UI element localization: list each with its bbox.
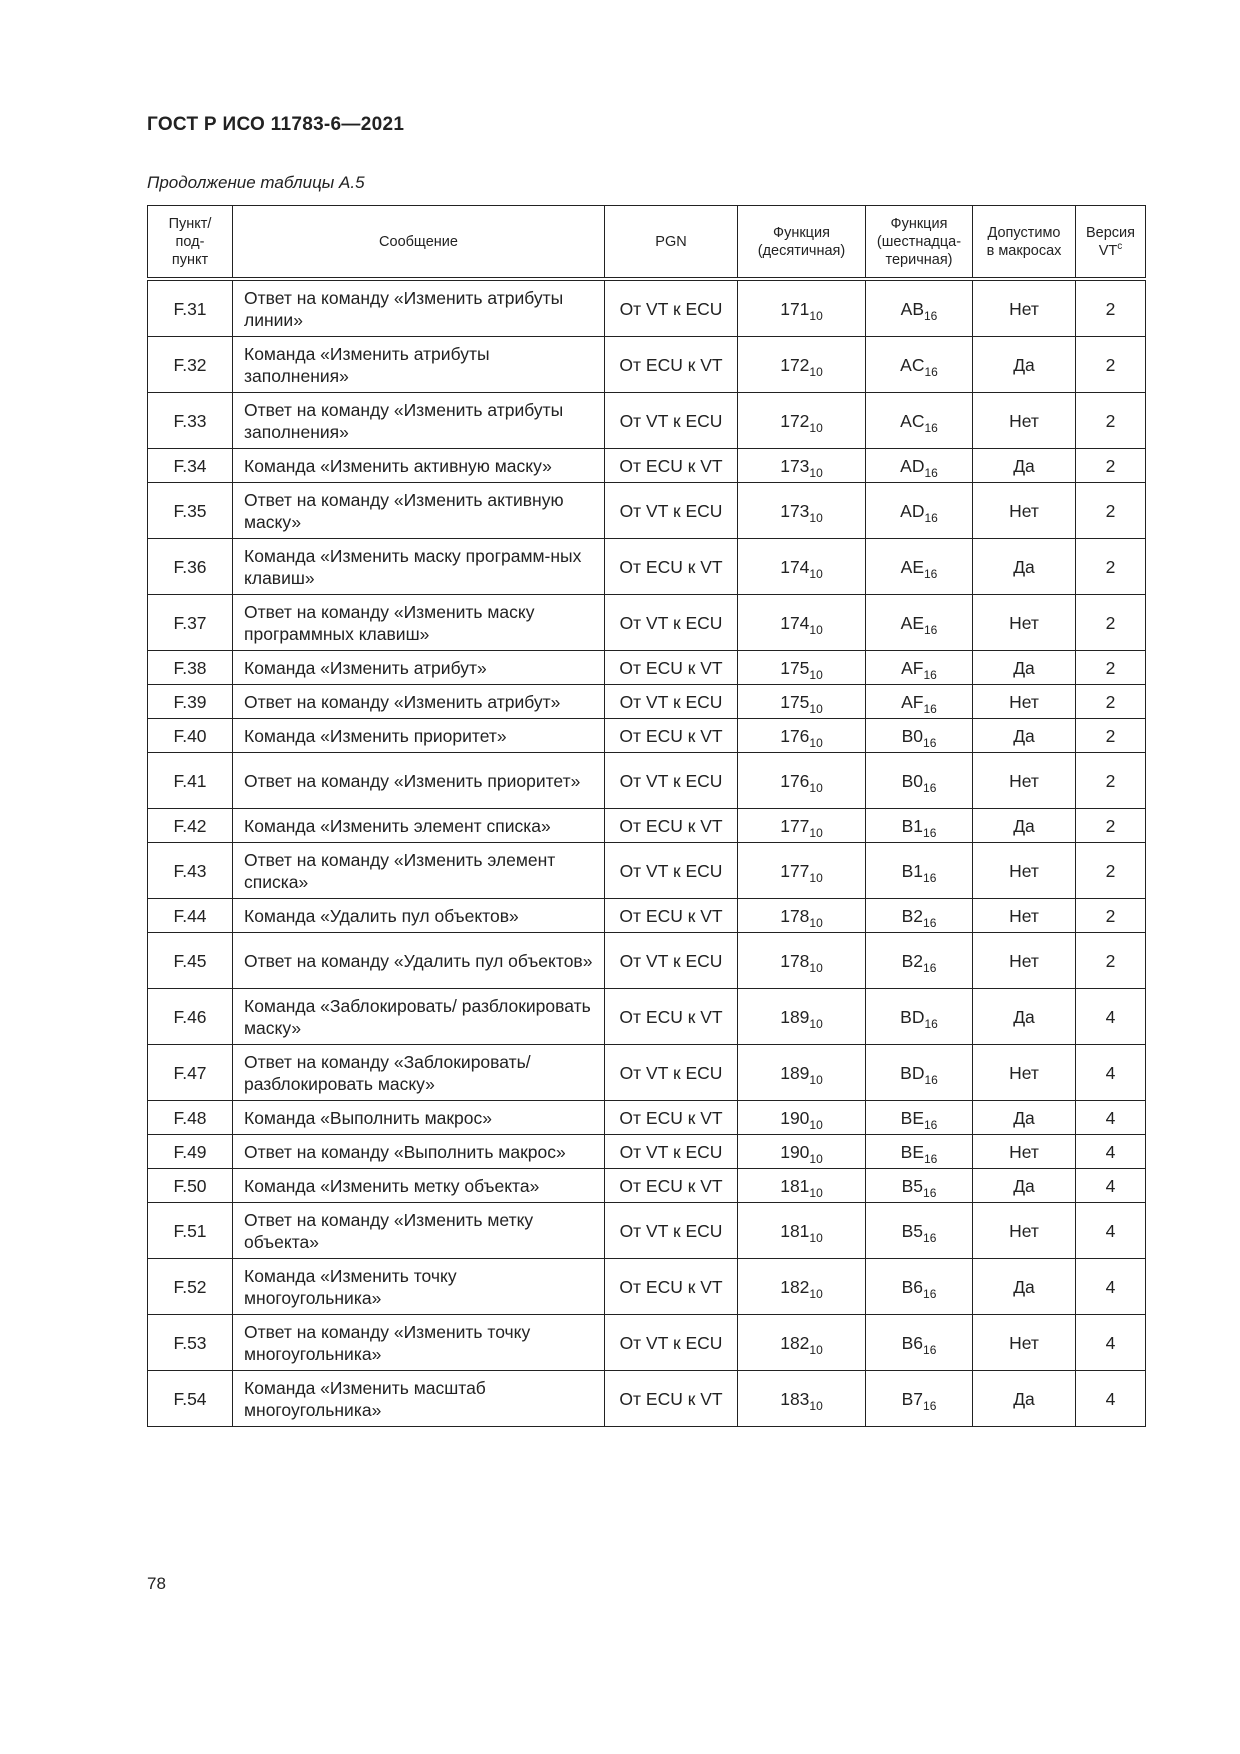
cell-version: 2 — [1076, 595, 1146, 651]
cell-dec: $175_{10}$ — [738, 685, 866, 719]
cell-item: F.31 — [148, 279, 233, 337]
cell-macro: Нет — [973, 483, 1076, 539]
cell-hex: $AD_{16}$ — [866, 483, 973, 539]
cell-dec: $189_{10}$ — [738, 1045, 866, 1101]
table-header-row — [148, 206, 1146, 280]
col-header-pgn: PGN — [605, 206, 738, 280]
cell-pgn: От ECU к VT — [605, 449, 738, 483]
cell-dec: $182_{10}$ — [738, 1259, 866, 1315]
cell-pgn: От VT к ECU — [605, 685, 738, 719]
table-row — [148, 1135, 1146, 1169]
cell-item: F.33 — [148, 393, 233, 449]
table-row — [148, 651, 1146, 685]
cell-message: Ответ на команду «Выполнить макрос» — [233, 1135, 605, 1169]
cell-hex: $AB_{16}$ — [866, 279, 973, 337]
cell-dec: $189_{10}$ — [738, 989, 866, 1045]
cell-hex: $BE_{16}$ — [866, 1135, 973, 1169]
functions-table — [147, 205, 1146, 1427]
cell-version: 2 — [1076, 393, 1146, 449]
table-row — [148, 449, 1146, 483]
cell-macro: Нет — [973, 933, 1076, 989]
cell-dec: $174_{10}$ — [738, 595, 866, 651]
table-row — [148, 719, 1146, 753]
cell-macro: Нет — [973, 843, 1076, 899]
col-header-item: Пункт/ под- пункт — [148, 206, 233, 280]
cell-version: 2 — [1076, 899, 1146, 933]
cell-dec: $190_{10}$ — [738, 1101, 866, 1135]
cell-macro: Да — [973, 1101, 1076, 1135]
cell-message: Команда «Изменить масштаб многоугольника» — [233, 1371, 605, 1427]
cell-item: F.38 — [148, 651, 233, 685]
col-header-hex: Функция (шестнадца- теричная) — [866, 206, 973, 280]
cell-pgn: От ECU к VT — [605, 719, 738, 753]
cell-version: 4 — [1076, 1135, 1146, 1169]
cell-dec: $176_{10}$ — [738, 719, 866, 753]
cell-message: Команда «Изменить элемент списка» — [233, 809, 605, 843]
col-header-version: Версия $VT^c$ — [1076, 206, 1146, 280]
cell-hex: $BD_{16}$ — [866, 1045, 973, 1101]
table-row — [148, 1045, 1146, 1101]
cell-pgn: От ECU к VT — [605, 337, 738, 393]
table-row — [148, 337, 1146, 393]
table-row — [148, 1101, 1146, 1135]
cell-pgn: От ECU к VT — [605, 1169, 738, 1203]
cell-message: Команда «Выполнить макрос» — [233, 1101, 605, 1135]
cell-pgn: От VT к ECU — [605, 1135, 738, 1169]
table-row — [148, 1371, 1146, 1427]
cell-pgn: От VT к ECU — [605, 1045, 738, 1101]
cell-message: Команда «Изменить атрибуты заполнения» — [233, 337, 605, 393]
cell-item: F.45 — [148, 933, 233, 989]
cell-hex: $BD_{16}$ — [866, 989, 973, 1045]
cell-pgn: От ECU к VT — [605, 539, 738, 595]
cell-version: 4 — [1076, 1045, 1146, 1101]
cell-message: Ответ на команду «Изменить элемент списка» — [233, 843, 605, 899]
cell-message: Команда «Изменить точку многоугольника» — [233, 1259, 605, 1315]
cell-pgn: От VT к ECU — [605, 595, 738, 651]
cell-macro: Да — [973, 651, 1076, 685]
table-row — [148, 539, 1146, 595]
cell-hex: $B6_{16}$ — [866, 1259, 973, 1315]
cell-version: 2 — [1076, 719, 1146, 753]
cell-pgn: От ECU к VT — [605, 651, 738, 685]
cell-item: F.48 — [148, 1101, 233, 1135]
table-row — [148, 1315, 1146, 1371]
cell-hex: $B2_{16}$ — [866, 933, 973, 989]
cell-hex: $AF_{16}$ — [866, 685, 973, 719]
cell-dec: $176_{10}$ — [738, 753, 866, 809]
table-row — [148, 843, 1146, 899]
cell-dec: $173_{10}$ — [738, 449, 866, 483]
cell-pgn: От VT к ECU — [605, 1203, 738, 1259]
table-row — [148, 1259, 1146, 1315]
cell-version: 2 — [1076, 809, 1146, 843]
cell-version: 2 — [1076, 843, 1146, 899]
cell-hex: $B1_{16}$ — [866, 843, 973, 899]
cell-version: 4 — [1076, 1371, 1146, 1427]
cell-dec: $172_{10}$ — [738, 337, 866, 393]
table-body — [148, 279, 1146, 1427]
table-row — [148, 1203, 1146, 1259]
cell-item: F.47 — [148, 1045, 233, 1101]
cell-hex: $BE_{16}$ — [866, 1101, 973, 1135]
cell-item: F.43 — [148, 843, 233, 899]
cell-pgn: От ECU к VT — [605, 1101, 738, 1135]
cell-macro: Да — [973, 1371, 1076, 1427]
cell-version: 4 — [1076, 1101, 1146, 1135]
cell-version: 4 — [1076, 1169, 1146, 1203]
cell-message: Команда «Изменить активную маску» — [233, 449, 605, 483]
table-caption: Продолжение таблицы А.5 — [147, 173, 365, 192]
cell-pgn: От VT к ECU — [605, 843, 738, 899]
cell-dec: $183_{10}$ — [738, 1371, 866, 1427]
cell-macro: Нет — [973, 685, 1076, 719]
cell-macro: Нет — [973, 1045, 1076, 1101]
cell-dec: $177_{10}$ — [738, 809, 866, 843]
cell-pgn: От VT к ECU — [605, 753, 738, 809]
cell-message: Ответ на команду «Удалить пул объектов» — [233, 933, 605, 989]
cell-macro: Нет — [973, 393, 1076, 449]
page-number: 78 — [147, 1574, 166, 1593]
table-row — [148, 753, 1146, 809]
table-row — [148, 279, 1146, 337]
cell-hex: $B1_{16}$ — [866, 809, 973, 843]
cell-version: 2 — [1076, 449, 1146, 483]
col-header-macro: Допустимо в макросах — [973, 206, 1076, 280]
cell-version: 2 — [1076, 539, 1146, 595]
cell-message: Команда «Удалить пул объектов» — [233, 899, 605, 933]
cell-macro: Нет — [973, 753, 1076, 809]
cell-hex: $AF_{16}$ — [866, 651, 973, 685]
cell-dec: $181_{10}$ — [738, 1169, 866, 1203]
cell-item: F.52 — [148, 1259, 233, 1315]
cell-item: F.40 — [148, 719, 233, 753]
cell-dec: $178_{10}$ — [738, 899, 866, 933]
cell-version: 2 — [1076, 483, 1146, 539]
table-row — [148, 989, 1146, 1045]
cell-version: 2 — [1076, 651, 1146, 685]
cell-macro: Нет — [973, 279, 1076, 337]
cell-macro: Нет — [973, 1203, 1076, 1259]
cell-pgn: От VT к ECU — [605, 279, 738, 337]
cell-dec: $190_{10}$ — [738, 1135, 866, 1169]
table-row — [148, 595, 1146, 651]
cell-macro: Нет — [973, 1315, 1076, 1371]
cell-item: F.41 — [148, 753, 233, 809]
cell-message: Команда «Изменить приоритет» — [233, 719, 605, 753]
cell-hex: $AE_{16}$ — [866, 595, 973, 651]
cell-dec: $171_{10}$ — [738, 279, 866, 337]
cell-version: 4 — [1076, 1259, 1146, 1315]
cell-macro: Да — [973, 809, 1076, 843]
cell-pgn: От ECU к VT — [605, 809, 738, 843]
cell-hex: $AE_{16}$ — [866, 539, 973, 595]
cell-item: F.36 — [148, 539, 233, 595]
cell-message: Ответ на команду «Изменить атрибуты заполнения» — [233, 393, 605, 449]
cell-hex: $B2_{16}$ — [866, 899, 973, 933]
cell-version: 2 — [1076, 753, 1146, 809]
col-header-message: Сообщение — [233, 206, 605, 280]
cell-macro: Нет — [973, 1135, 1076, 1169]
cell-pgn: От VT к ECU — [605, 1315, 738, 1371]
table-row — [148, 1169, 1146, 1203]
cell-message: Ответ на команду «Изменить маску программных клавиш» — [233, 595, 605, 651]
cell-item: F.49 — [148, 1135, 233, 1169]
cell-macro: Да — [973, 539, 1076, 595]
cell-message: Ответ на команду «Изменить приоритет» — [233, 753, 605, 809]
cell-dec: $175_{10}$ — [738, 651, 866, 685]
document-title: ГОСТ Р ИСО 11783-6—2021 — [147, 114, 405, 135]
cell-item: F.39 — [148, 685, 233, 719]
cell-dec: $181_{10}$ — [738, 1203, 866, 1259]
cell-item: F.54 — [148, 1371, 233, 1427]
cell-pgn: От VT к ECU — [605, 933, 738, 989]
cell-message: Ответ на команду «Изменить точку многоугольника» — [233, 1315, 605, 1371]
cell-item: F.34 — [148, 449, 233, 483]
cell-dec: $174_{10}$ — [738, 539, 866, 595]
table-row — [148, 393, 1146, 449]
cell-version: 4 — [1076, 1203, 1146, 1259]
cell-pgn: От ECU к VT — [605, 1371, 738, 1427]
table-row — [148, 809, 1146, 843]
cell-message: Команда «Изменить метку объекта» — [233, 1169, 605, 1203]
cell-macro: Да — [973, 337, 1076, 393]
cell-version: 2 — [1076, 685, 1146, 719]
table-row — [148, 933, 1146, 989]
cell-item: F.42 — [148, 809, 233, 843]
cell-hex: $B7_{16}$ — [866, 1371, 973, 1427]
table-row — [148, 685, 1146, 719]
cell-hex: $B5_{16}$ — [866, 1169, 973, 1203]
cell-macro: Нет — [973, 595, 1076, 651]
cell-macro: Да — [973, 449, 1076, 483]
cell-macro: Да — [973, 989, 1076, 1045]
cell-version: 2 — [1076, 337, 1146, 393]
cell-macro: Нет — [973, 899, 1076, 933]
cell-pgn: От ECU к VT — [605, 989, 738, 1045]
cell-dec: $173_{10}$ — [738, 483, 866, 539]
cell-message: Ответ на команду «Заблокировать/ разблокировать маску» — [233, 1045, 605, 1101]
cell-hex: $B0_{16}$ — [866, 753, 973, 809]
cell-hex: $AC_{16}$ — [866, 393, 973, 449]
cell-message: Команда «Заблокировать/ разблокировать маску» — [233, 989, 605, 1045]
cell-dec: $178_{10}$ — [738, 933, 866, 989]
cell-message: Ответ на команду «Изменить атрибут» — [233, 685, 605, 719]
cell-pgn: От VT к ECU — [605, 483, 738, 539]
cell-dec: $182_{10}$ — [738, 1315, 866, 1371]
cell-hex: $B0_{16}$ — [866, 719, 973, 753]
cell-hex: $B6_{16}$ — [866, 1315, 973, 1371]
table-row — [148, 899, 1146, 933]
cell-item: F.53 — [148, 1315, 233, 1371]
cell-dec: $177_{10}$ — [738, 843, 866, 899]
table-row — [148, 483, 1146, 539]
cell-item: F.51 — [148, 1203, 233, 1259]
cell-hex: $AC_{16}$ — [866, 337, 973, 393]
cell-message: Команда «Изменить маску программ-ных клавиш» — [233, 539, 605, 595]
cell-version: 4 — [1076, 1315, 1146, 1371]
cell-message: Ответ на команду «Изменить активную маску» — [233, 483, 605, 539]
cell-macro: Да — [973, 719, 1076, 753]
cell-macro: Да — [973, 1169, 1076, 1203]
cell-version: 4 — [1076, 989, 1146, 1045]
cell-hex: $B5_{16}$ — [866, 1203, 973, 1259]
cell-pgn: От VT к ECU — [605, 393, 738, 449]
cell-item: F.37 — [148, 595, 233, 651]
cell-item: F.44 — [148, 899, 233, 933]
cell-item: F.46 — [148, 989, 233, 1045]
footnote-marker: c — [1117, 240, 1123, 252]
cell-version: 2 — [1076, 279, 1146, 337]
cell-macro: Да — [973, 1259, 1076, 1315]
col-header-dec: Функция (десятичная) — [738, 206, 866, 280]
cell-item: F.35 — [148, 483, 233, 539]
cell-pgn: От ECU к VT — [605, 899, 738, 933]
cell-message: Ответ на команду «Изменить атрибуты линии» — [233, 279, 605, 337]
cell-dec: $172_{10}$ — [738, 393, 866, 449]
cell-hex: $AD_{16}$ — [866, 449, 973, 483]
cell-version: 2 — [1076, 933, 1146, 989]
cell-item: F.32 — [148, 337, 233, 393]
cell-message: Ответ на команду «Изменить метку объекта» — [233, 1203, 605, 1259]
cell-pgn: От ECU к VT — [605, 1259, 738, 1315]
cell-item: F.50 — [148, 1169, 233, 1203]
cell-message: Команда «Изменить атрибут» — [233, 651, 605, 685]
